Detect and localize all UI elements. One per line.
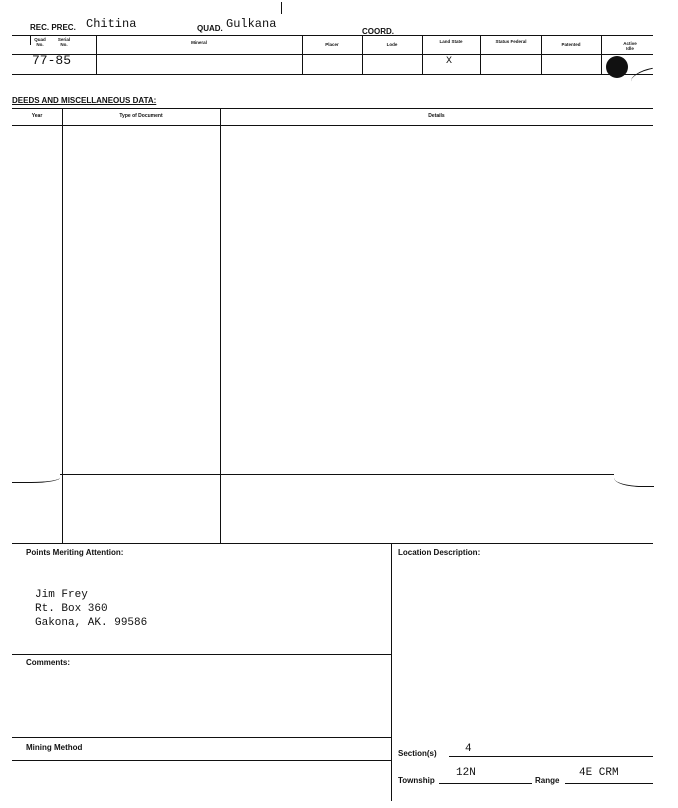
deeds-title: DEEDS AND MISCELLANEOUS DATA: bbox=[12, 96, 157, 105]
fold-line-right bbox=[614, 474, 654, 487]
section-value: 4 bbox=[465, 743, 472, 755]
col-status-federal: Status Federal bbox=[495, 39, 527, 44]
col-placer: Placer bbox=[325, 42, 339, 47]
rec-prec-label: REC. PREC. bbox=[30, 23, 76, 32]
col-type-of-document: Type of Document bbox=[119, 113, 163, 119]
col-details: Details bbox=[428, 113, 445, 119]
quad-label: QUAD. bbox=[197, 24, 223, 33]
points-meriting-attention-label: Points Meriting Attention: bbox=[26, 548, 124, 557]
address-line-3: Gakona, AK. 99586 bbox=[35, 617, 148, 629]
mining-method-label: Mining Method bbox=[26, 743, 83, 752]
col-quad-no: Quad No. bbox=[34, 37, 46, 47]
rec-prec-value: Chitina bbox=[86, 17, 137, 31]
land-state-mark: X bbox=[446, 56, 453, 67]
township-label: Township bbox=[398, 776, 435, 785]
comments-label: Comments: bbox=[26, 658, 71, 667]
quad-value: Gulkana bbox=[226, 17, 277, 31]
range-value: 4E CRM bbox=[579, 767, 619, 779]
punch-hole-mark bbox=[606, 56, 628, 78]
township-underline bbox=[439, 783, 532, 784]
township-value: 12N bbox=[456, 767, 476, 779]
address-line-2: Rt. Box 360 bbox=[35, 603, 108, 615]
address-line-1: Jim Frey bbox=[35, 589, 88, 601]
col-mineral: Mineral bbox=[191, 40, 207, 45]
section-underline bbox=[449, 756, 653, 757]
col-patented: Patented bbox=[561, 42, 581, 47]
fold-line-left bbox=[12, 474, 60, 483]
section-label: Section(s) bbox=[398, 749, 437, 758]
coord-label: COORD. bbox=[362, 27, 394, 36]
location-description-label: Location Description: bbox=[398, 548, 481, 557]
range-label: Range bbox=[535, 776, 560, 785]
quad-serial-value: 77-85 bbox=[32, 53, 72, 68]
col-lode: Lode bbox=[386, 42, 398, 47]
top-registration-mark bbox=[281, 2, 282, 14]
col-active-idle: Active Idle bbox=[623, 41, 637, 51]
range-underline bbox=[565, 783, 653, 784]
col-serial-no: Serial No. bbox=[57, 37, 71, 47]
col-year: Year bbox=[31, 113, 43, 119]
col-land-state: Land State bbox=[439, 39, 463, 44]
fold-line bbox=[60, 474, 614, 475]
